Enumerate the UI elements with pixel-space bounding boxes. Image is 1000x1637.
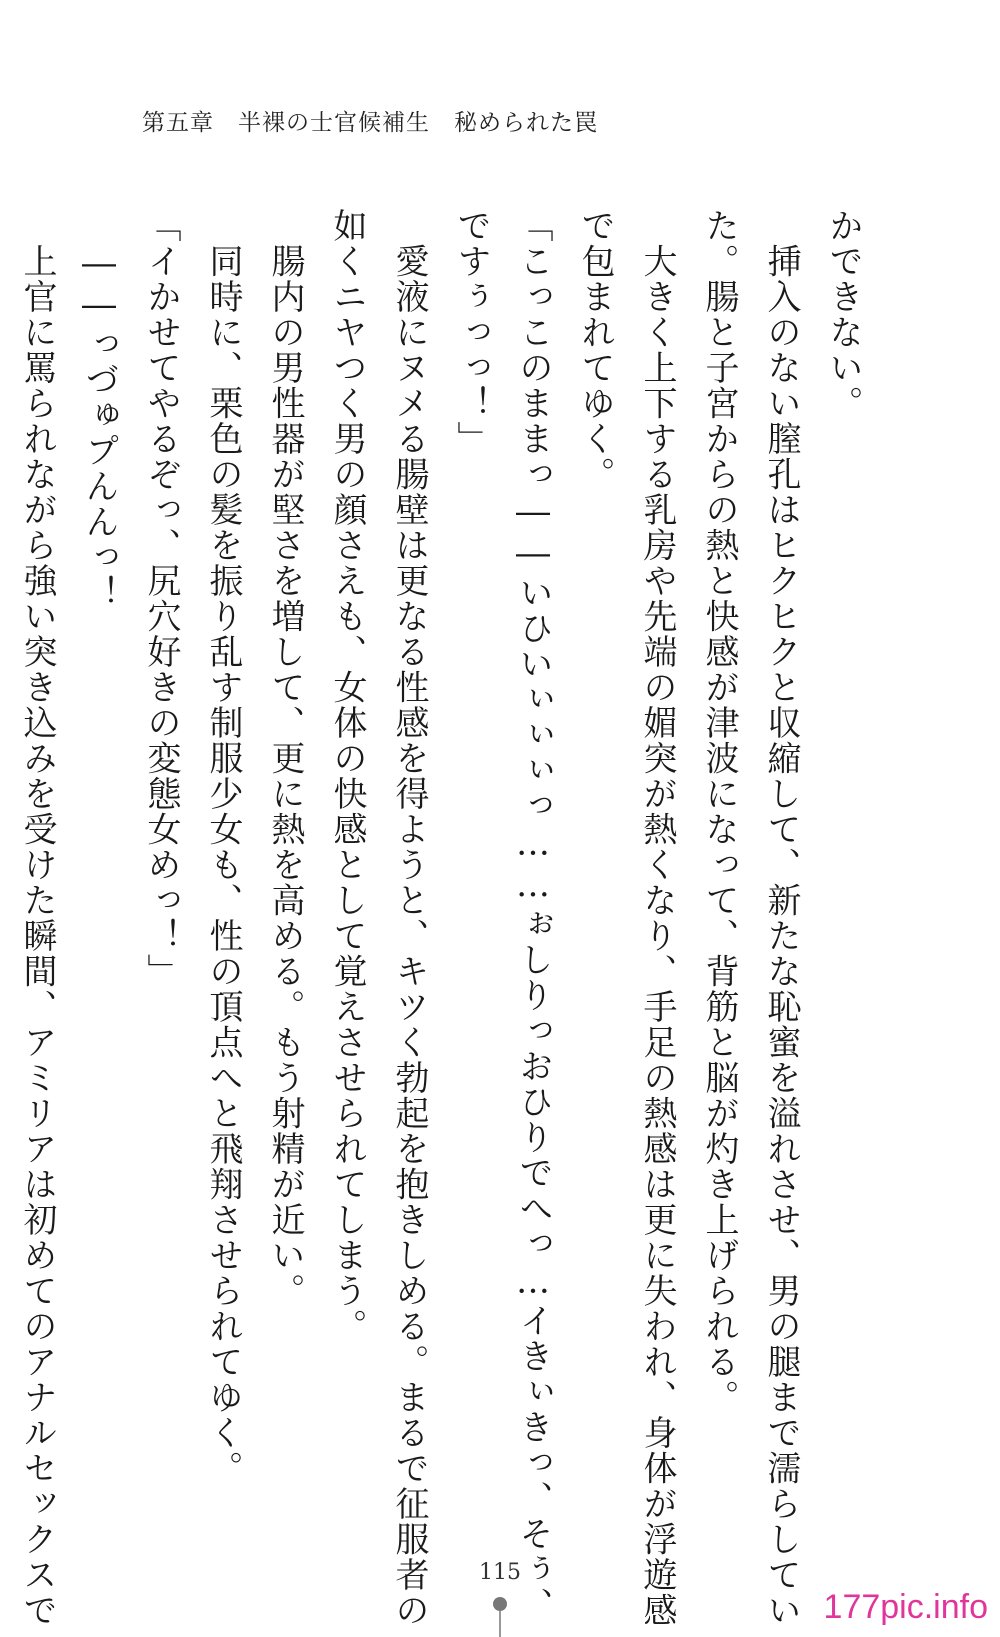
watermark: 177pic.info [823,1588,988,1626]
text-line: 上官に罵られながら強い突き込みを受けた瞬間、アミリアは初めてのアナルセックスで [17,208,57,1628]
text-line: かできない。 [823,208,863,421]
page-number: 115 [479,1560,521,1585]
text-line: 「イかせてやるぞっ、尻穴好きの変態女めっ！」 [141,208,181,989]
text-line: 「こっこのままっ――いひいぃぃぃっ……ぉしりっおひりでへっ…イきぃきっ、そぅ、 [513,208,553,1623]
text-line: ですぅっっ！」 [451,208,491,457]
text-line: ――っづゅプんんっ！ [79,208,119,611]
text-line: で包まれてゆく。 [575,208,615,492]
page-marker-dot [493,1597,507,1611]
running-head: 第五章 半裸の士官候補生 秘められた罠 [142,110,598,136]
text-line: 如くニヤつく男の顔さえも、女体の快感として覚えさせられてしまう。 [327,208,367,1344]
page-marker-line [499,1611,501,1637]
text-line: 同時に、栗色の髪を振り乱す制服少女も、性の頂点へと飛翔させられてゆく。 [203,208,243,1486]
text-line: た。腸と子宮からの熱と快感が津波になって、背筋と脳が灼き上げられる。 [699,208,739,1415]
text-line: 愛液にヌメる腸壁は更なる性感を得ようと、キツく勃起を抱きしめる。まるで征服者の [389,208,429,1628]
text-line: 腸内の男性器が堅さを増して、更に熱を高める。もう射精が近い。 [265,208,305,1309]
text-line: 挿入のない膣孔はヒクヒクと収縮して、新たな恥蜜を溢れさせ、男の腿まで濡らしてい [761,208,801,1628]
text-line: 大きく上下する乳房や先端の媚突が熱くなり、手足の熱感は更に失われ、身体が浮遊感 [637,208,677,1628]
